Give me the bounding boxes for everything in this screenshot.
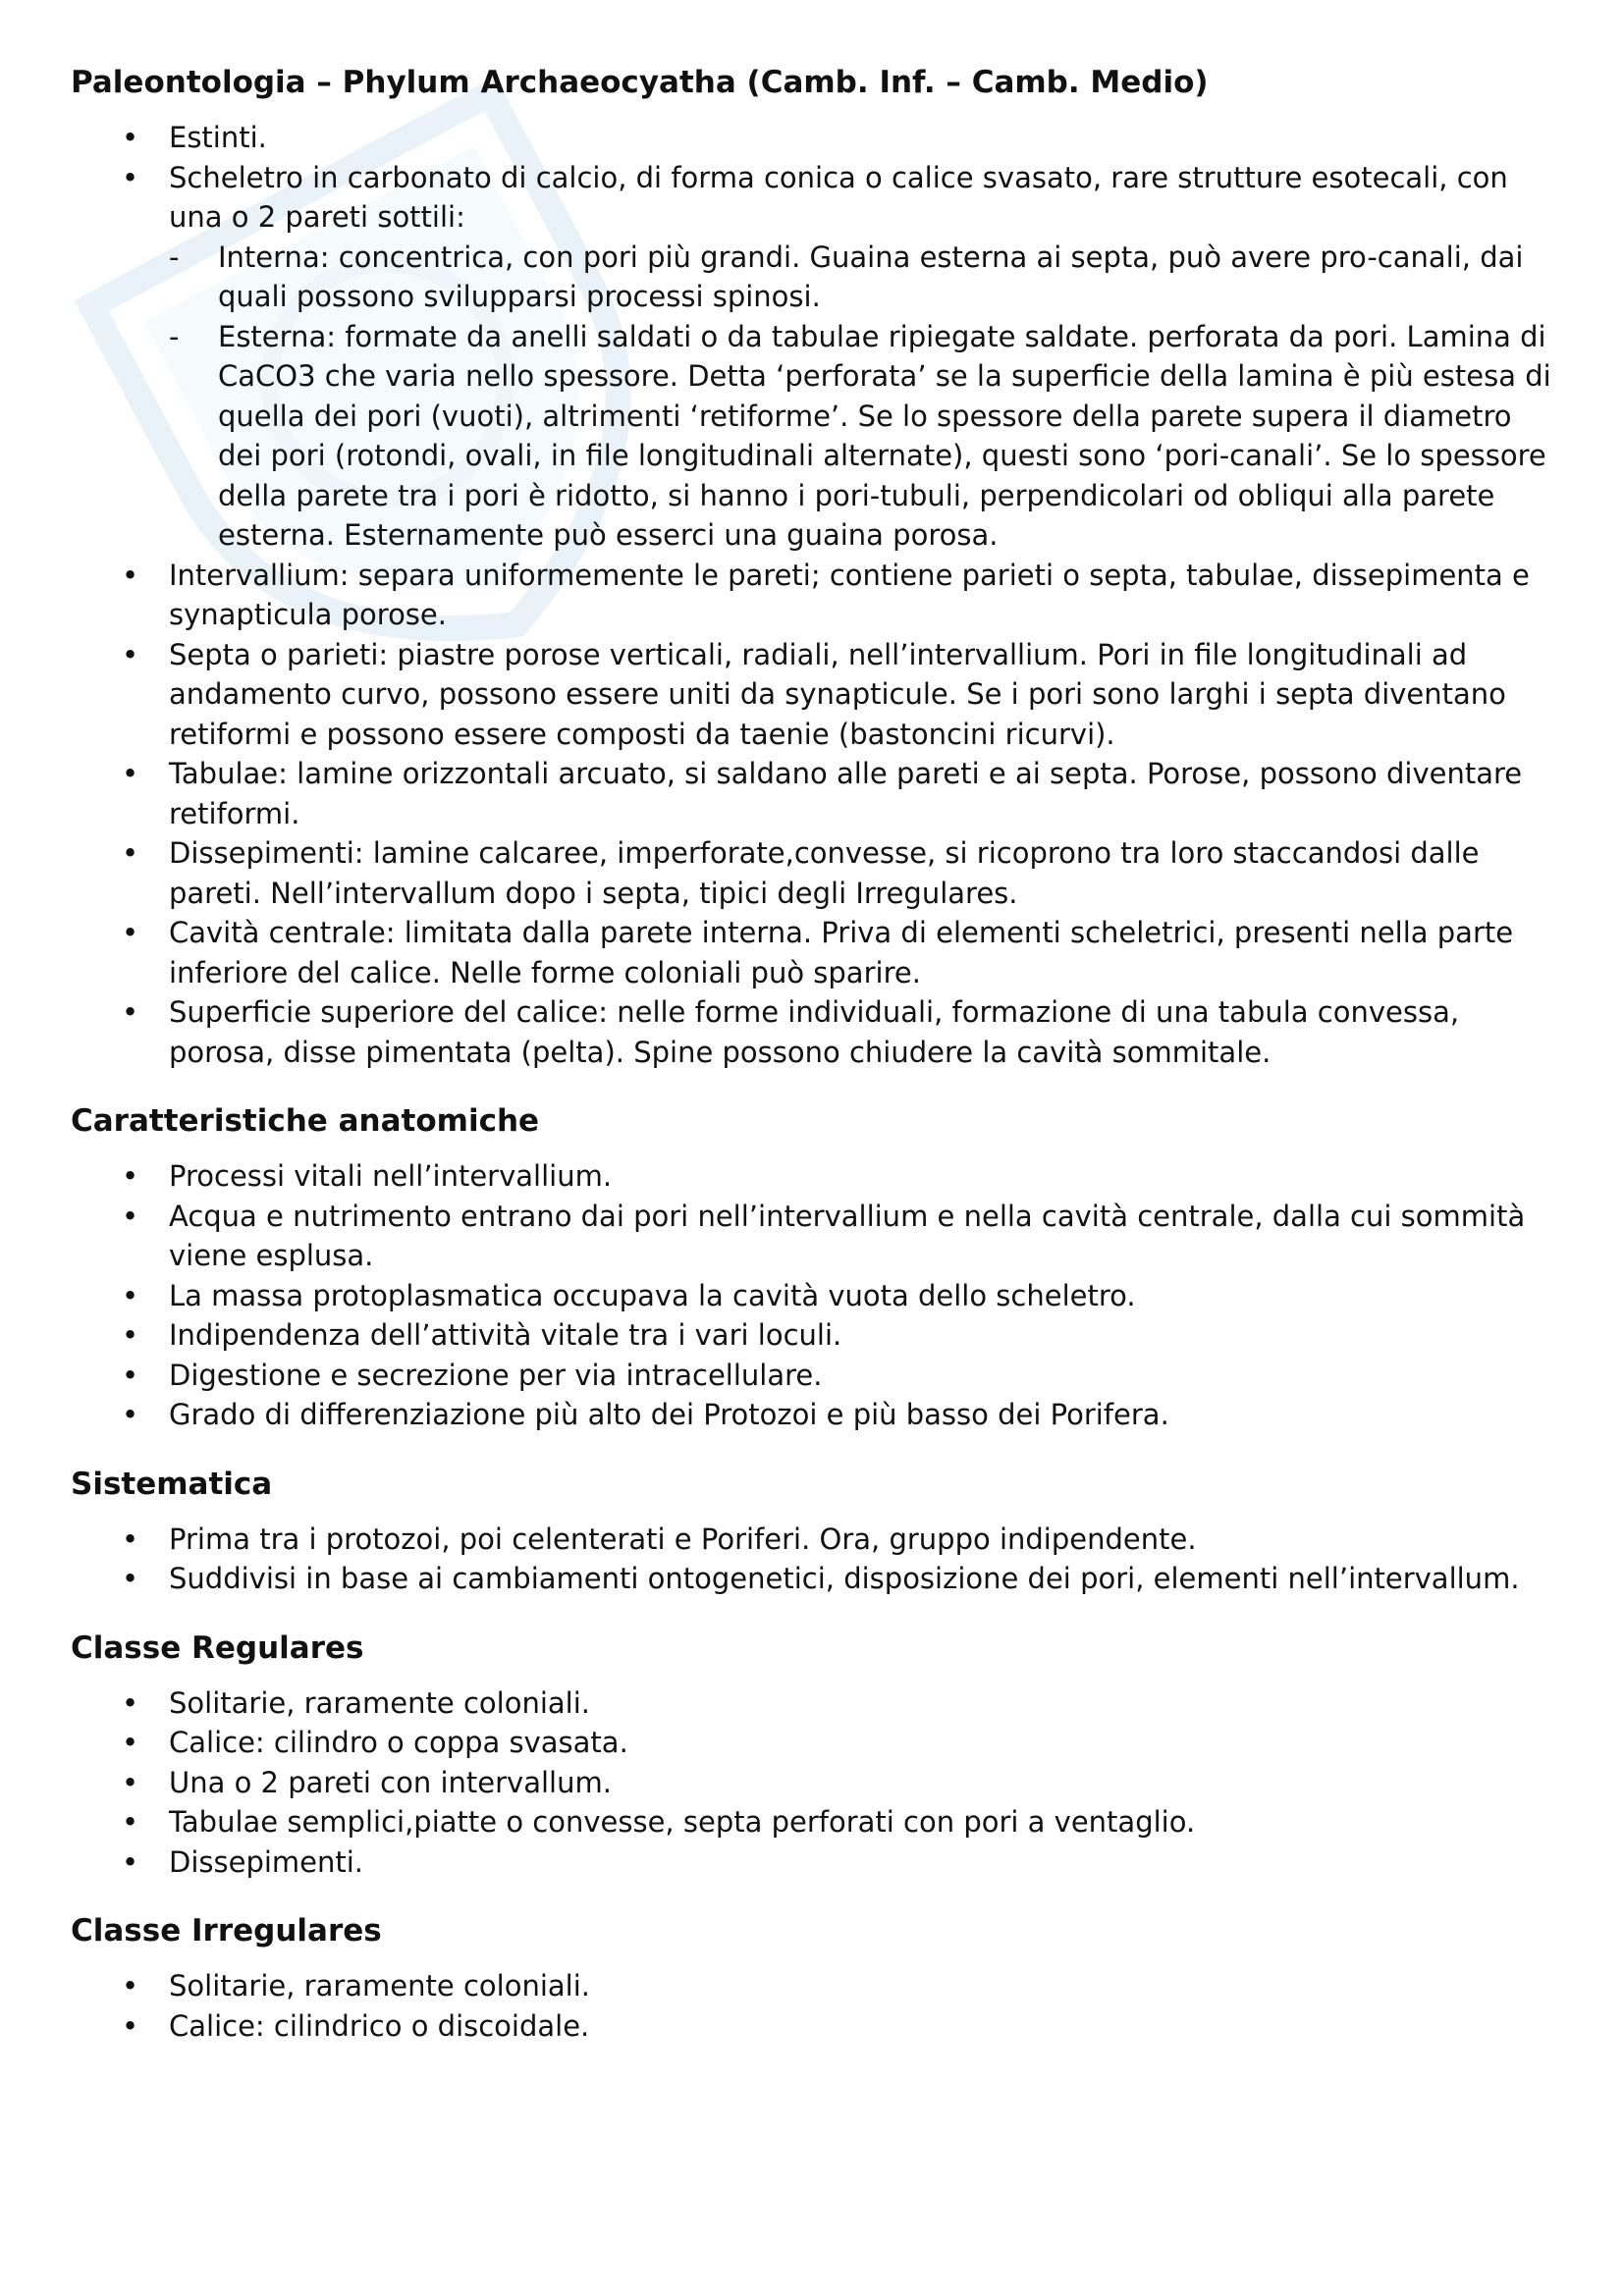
- list-item: [71, 1395, 1563, 1435]
- bullet-glyph: •: [122, 836, 139, 870]
- sublist-item-text: Interna: concentrica, con pori più grandi. Guaina esterna ai septa, può avere pro-canali, dai quali possono svilupparsi processi spinosi.: [218, 240, 1524, 313]
- bullet-glyph: •: [122, 1685, 139, 1720]
- dash-glyph: -: [169, 240, 180, 274]
- dash-glyph: -: [169, 319, 180, 353]
- bullet-glyph: •: [122, 916, 139, 949]
- list-item: [71, 1356, 1563, 1396]
- list-item: [71, 1723, 1563, 1763]
- bullet-glyph: •: [122, 1844, 139, 1879]
- bullet-glyph: •: [122, 1562, 139, 1595]
- list-item-text: Intervallium: separa uniformemente le pareti; contiene parieti o septa, tabulae, dissepimenta e synapticula porose.: [169, 558, 1530, 631]
- bullet-glyph: •: [122, 1765, 139, 1799]
- bullet-glyph: •: [122, 1358, 139, 1392]
- list-item-text: Cavità centrale: limitata dalla parete interna. Priva di elementi scheletrici, presenti nella parte inferiore del calice. Nelle forme coloniali può sparire.: [169, 916, 1514, 989]
- section-heading-regulares: Classe Regulares: [71, 1629, 364, 1666]
- list-item: [71, 754, 1563, 833]
- list-item-text: Acqua e nutrimento entrano dai pori nell’intervallium e nella cavità centrale, dalla cui sommità viene esplusa.: [169, 1199, 1526, 1272]
- bullet-glyph: •: [122, 1278, 139, 1312]
- list-item: [71, 1763, 1563, 1803]
- section-heading-anatomy: Caratteristiche anatomiche: [71, 1103, 540, 1139]
- list-item-text: Solitarie, raramente coloniali.: [169, 1685, 590, 1720]
- bullet-glyph: •: [122, 1398, 139, 1431]
- list-item-text: Una o 2 pareti con intervallum.: [169, 1765, 612, 1799]
- list-item-text: Calice: cilindro o coppa svasata.: [169, 1726, 628, 1759]
- bullet-glyph: •: [122, 757, 139, 790]
- bullet-glyph: •: [122, 1726, 139, 1759]
- list-item-text: La massa protoplasmatica occupava la cavità vuota dello scheletro.: [169, 1278, 1136, 1312]
- list-item-text: Suddivisi in base ai cambiamenti ontogenetici, disposizione dei pori, elementi nell’intervallum.: [169, 1562, 1520, 1595]
- list-item-text: Digestione e secrezione per via intracellulare.: [169, 1358, 823, 1392]
- anatomy-list: [71, 1156, 1563, 1435]
- list-item: [71, 1520, 1563, 1560]
- bullet-glyph: •: [122, 1969, 139, 2002]
- sublist-item: [169, 238, 1563, 317]
- bullet-glyph: •: [122, 637, 139, 671]
- list-item: [71, 2006, 1563, 2047]
- bullet-glyph: •: [122, 2008, 139, 2043]
- list-item: [71, 1197, 1563, 1276]
- list-item-text: Superficie superiore del calice: nelle forme individuali, formazione di una tabula convessa, porosa, disse pimentata (pelta). Spine possono chiudere la cavità sommitale.: [169, 995, 1460, 1069]
- list-item: [71, 158, 1563, 556]
- regulares-list: [71, 1683, 1563, 1883]
- bullet-glyph: •: [122, 1805, 139, 1839]
- list-item-text: Dissepimenti: lamine calcaree, imperforate,convesse, si ricoprono tra loro staccandosi dalle pareti. Nell’intervallum dopo i septa, tipici degli Irregulares.: [169, 836, 1480, 910]
- section-heading-irregulares: Classe Irregulares: [71, 1913, 382, 1949]
- list-item-text: Indipendenza dell’attività vitale tra i vari loculi.: [169, 1318, 842, 1352]
- list-item: [71, 913, 1563, 992]
- page-title: Paleontologia – Phylum Archaeocyatha (Camb. Inf. – Camb. Medio): [71, 65, 1209, 100]
- list-item: [71, 1276, 1563, 1316]
- list-item-text: Calice: cilindrico o discoidale.: [169, 2008, 590, 2043]
- sublist-item: [169, 317, 1563, 556]
- list-item: [71, 833, 1563, 913]
- bullet-glyph: •: [122, 160, 139, 194]
- list-item: [71, 556, 1563, 635]
- section-heading-systematics: Sistematica: [71, 1466, 273, 1502]
- list-item-text: Prima tra i protozoi, poi celenterati e Poriferi. Ora, gruppo indipendente.: [169, 1522, 1197, 1556]
- list-item: [71, 1559, 1563, 1599]
- list-item: [71, 1156, 1563, 1197]
- list-item-text: Grado di differenziazione più alto dei Protozoi e più basso dei Porifera.: [169, 1398, 1169, 1431]
- bullet-glyph: •: [122, 1159, 139, 1193]
- bullet-glyph: •: [122, 121, 139, 154]
- bullet-glyph: •: [122, 1318, 139, 1352]
- list-item-text: Solitarie, raramente coloniali.: [169, 1969, 590, 2002]
- bullet-glyph: •: [122, 1199, 139, 1233]
- list-item-text: Tabulae: lamine orizzontali arcuato, si saldano alle pareti e ai septa. Porose, possono diventare retiformi.: [169, 757, 1523, 830]
- list-item: [71, 1683, 1563, 1724]
- list-item-text: Septa o parieti: piastre porose verticali, radiali, nell’intervallium. Pori in file longitudinali ad andamento curvo, possono essere uniti da synapticule. Se i pori sono larghi i septa diventano retiformi e possono essere composti da taenie (bastoncini ricurvi).: [169, 637, 1506, 751]
- list-item-text: Dissepimenti.: [169, 1844, 364, 1879]
- intro-list: [71, 118, 1563, 1072]
- list-item: [71, 635, 1563, 755]
- list-item-text: Tabulae semplici,piatte o convesse, septa perforati con pori a ventaglio.: [169, 1805, 1196, 1839]
- list-item: [71, 1842, 1563, 1883]
- document-page: [71, 61, 1563, 2046]
- list-item: [71, 1315, 1563, 1356]
- list-item-text: Processi vitali nell’intervallium.: [169, 1159, 613, 1193]
- irregulares-list: [71, 1966, 1563, 2046]
- bullet-glyph: •: [122, 558, 139, 592]
- list-item-text: Estinti.: [169, 121, 267, 154]
- bullet-glyph: •: [122, 995, 139, 1029]
- list-item: [71, 118, 1563, 158]
- bullet-glyph: •: [122, 1522, 139, 1556]
- list-item: [71, 992, 1563, 1072]
- list-item: [71, 1802, 1563, 1842]
- list-item: [71, 1966, 1563, 2006]
- wall-sublist: [169, 238, 1563, 556]
- sublist-item-text: Esterna: formate da anelli saldati o da tabulae ripiegate saldate. perforata da pori. Lamina di CaCO3 che varia nello spessore. Detta ‘perforata’ se la superficie della lamina è più estesa di quella dei pori (vuoti), altrimenti ‘retiforme’. Se lo spessore della parete supera il diametro dei pori (rotondi, ovali, in file longitudinali alternate), questi sono ‘pori-canali’. Se lo spessore della parete tra i pori è ridotto, si hanno i pori-tubuli, perpendicolari od obliqui alla parete esterna. Esternamente può esserci una guaina porosa.: [218, 319, 1551, 552]
- list-item-text: Scheletro in carbonato di calcio, di forma conica o calice svasato, rare strutture esotecali, con una o 2 pareti sottili:: [169, 160, 1508, 234]
- systematics-list: [71, 1520, 1563, 1599]
